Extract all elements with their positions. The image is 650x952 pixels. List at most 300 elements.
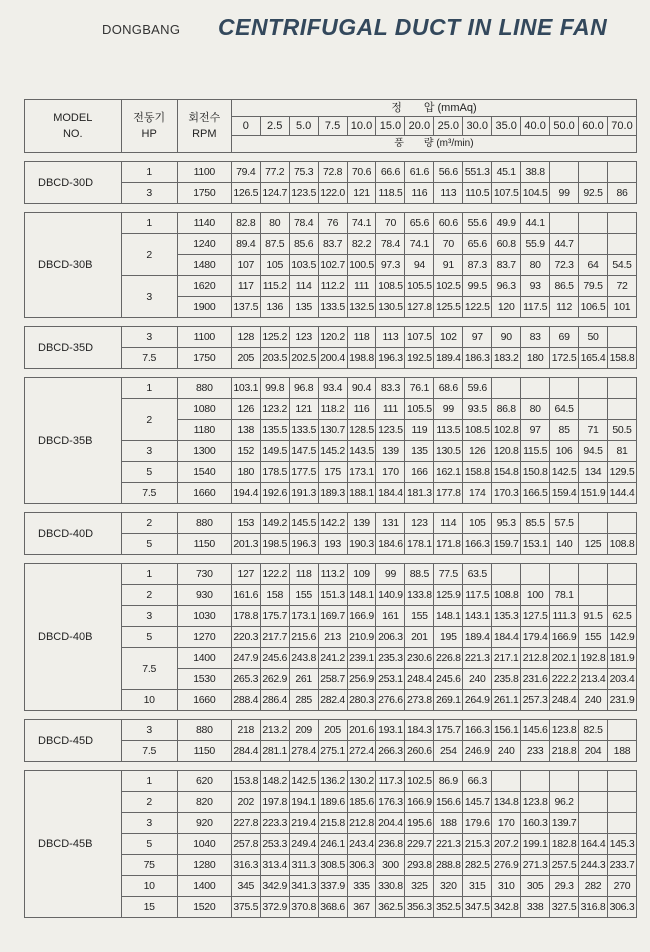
flow-value-cell: 158.8: [463, 462, 492, 483]
flow-value-cell: 105.5: [405, 399, 434, 420]
flow-value-cell: 113: [376, 327, 405, 348]
pressure-col-header: 70.0: [607, 117, 636, 136]
hp-cell: 1: [121, 771, 177, 792]
flow-value-cell: 293.8: [405, 855, 434, 876]
flow-value-cell: 367: [347, 897, 376, 918]
flow-value-cell: [550, 162, 579, 183]
flow-value-cell: 194.4: [231, 483, 260, 504]
flow-value-cell: 370.8: [289, 897, 318, 918]
flow-value-cell: 203.5: [260, 348, 289, 369]
flow-value-cell: 112.2: [318, 276, 347, 297]
flow-value-cell: 288.4: [231, 690, 260, 711]
flow-value-cell: 551.3: [463, 162, 492, 183]
flow-value-cell: 100: [521, 585, 550, 606]
flow-value-cell: 134: [579, 462, 608, 483]
flow-value-cell: 272.4: [347, 741, 376, 762]
flow-value-cell: 128: [231, 327, 260, 348]
flow-value-cell: 282.5: [463, 855, 492, 876]
flow-value-cell: 239.1: [347, 648, 376, 669]
flow-value-cell: 186.3: [463, 348, 492, 369]
flow-value-cell: 117: [231, 276, 260, 297]
hp-cell: 3: [121, 327, 177, 348]
flow-value-cell: 203.4: [607, 669, 636, 690]
flow-value-cell: 87.3: [463, 255, 492, 276]
flow-value-cell: 99: [376, 564, 405, 585]
flow-value-cell: 128.5: [347, 420, 376, 441]
flow-value-cell: 139.7: [550, 813, 579, 834]
flow-value-cell: 246.9: [463, 741, 492, 762]
rpm-cell: 1900: [177, 297, 231, 318]
flow-value-cell: 243.8: [289, 648, 318, 669]
rpm-cell: 1080: [177, 399, 231, 420]
rpm-cell: 1660: [177, 483, 231, 504]
flow-value-cell: 57.5: [550, 513, 579, 534]
flow-value-cell: 143.5: [347, 441, 376, 462]
flow-value-cell: 240: [463, 669, 492, 690]
flow-value-cell: 233.7: [607, 855, 636, 876]
flow-value-cell: 66.6: [376, 162, 405, 183]
flow-value-cell: [492, 378, 521, 399]
flow-value-cell: 198.5: [260, 534, 289, 555]
hp-cell: 3: [121, 606, 177, 627]
model-cell: DBCD-40D: [25, 513, 122, 555]
pressure-col-header: 60.0: [579, 117, 608, 136]
flow-value-cell: 278.4: [289, 741, 318, 762]
flow-value-cell: 153: [231, 513, 260, 534]
flow-value-cell: 161.6: [231, 585, 260, 606]
flow-value-cell: 135: [405, 441, 434, 462]
flow-value-cell: [550, 378, 579, 399]
flow-value-cell: 236.8: [376, 834, 405, 855]
flow-value-cell: 164.4: [579, 834, 608, 855]
hp-cell: 7.5: [121, 741, 177, 762]
rpm-cell: 730: [177, 564, 231, 585]
flow-value-cell: 280.3: [347, 690, 376, 711]
flow-value-cell: 99: [550, 183, 579, 204]
flow-value-cell: 122.0: [318, 183, 347, 204]
flow-value-cell: [550, 771, 579, 792]
flow-value-cell: [579, 771, 608, 792]
flow-value-cell: 217.1: [492, 648, 521, 669]
flow-value-cell: 121: [347, 183, 376, 204]
flow-value-cell: 63.5: [463, 564, 492, 585]
flow-value-cell: 59.6: [463, 378, 492, 399]
flow-value-cell: 71: [579, 420, 608, 441]
flow-value-cell: 155: [579, 627, 608, 648]
flow-value-cell: 85.5: [521, 513, 550, 534]
flow-value-cell: 158: [260, 585, 289, 606]
flow-value-cell: 120: [492, 297, 521, 318]
flow-value-cell: 82.8: [231, 213, 260, 234]
flow-value-cell: [607, 234, 636, 255]
flow-value-cell: 138: [231, 420, 260, 441]
flow-value-cell: 184.4: [492, 627, 521, 648]
hp-cell: 1: [121, 564, 177, 585]
hp-cell: 3: [121, 720, 177, 741]
flow-value-cell: 130.5: [434, 441, 463, 462]
flow-value-cell: 178.8: [231, 606, 260, 627]
flow-value-cell: [579, 513, 608, 534]
flow-value-cell: 78.4: [289, 213, 318, 234]
flow-value-cell: 151.9: [579, 483, 608, 504]
rpm-cell: 1530: [177, 669, 231, 690]
flow-value-cell: 142.5: [550, 462, 579, 483]
flow-value-cell: 82.2: [347, 234, 376, 255]
rpm-cell: 820: [177, 792, 231, 813]
flow-value-cell: 117.3: [376, 771, 405, 792]
flow-value-cell: 156.1: [492, 720, 521, 741]
flow-value-cell: 149.5: [260, 441, 289, 462]
flow-value-cell: 102.5: [405, 771, 434, 792]
flow-value-cell: 140.9: [376, 585, 405, 606]
flow-value-cell: 96.2: [550, 792, 579, 813]
rpm-header: 회전수 RPM: [177, 100, 231, 153]
flow-value-cell: 310: [492, 876, 521, 897]
flow-value-cell: 112: [550, 297, 579, 318]
rpm-cell: 1520: [177, 897, 231, 918]
flow-value-cell: 170.3: [492, 483, 521, 504]
flow-value-cell: 148.1: [347, 585, 376, 606]
hp-cell: 1: [121, 162, 177, 183]
flow-value-cell: 97: [463, 327, 492, 348]
flow-value-cell: [607, 585, 636, 606]
flow-value-cell: 85.6: [289, 234, 318, 255]
flow-value-cell: 70.6: [347, 162, 376, 183]
flow-value-cell: 49.9: [492, 213, 521, 234]
flow-value-cell: 83: [521, 327, 550, 348]
flow-value-cell: [579, 213, 608, 234]
hp-cell: 3: [121, 276, 177, 318]
flow-value-cell: 94.5: [579, 441, 608, 462]
brand-label: DONGBANG: [102, 22, 181, 37]
flow-value-cell: 335: [347, 876, 376, 897]
flow-value-cell: [579, 564, 608, 585]
flow-value-cell: 269.1: [434, 690, 463, 711]
flow-value-cell: [521, 564, 550, 585]
flow-value-cell: 177.5: [289, 462, 318, 483]
flow-value-cell: 342.8: [492, 897, 521, 918]
flow-value-cell: [579, 234, 608, 255]
flow-value-cell: 219.4: [289, 813, 318, 834]
flow-value-cell: 162.1: [434, 462, 463, 483]
flow-value-cell: 213: [318, 627, 347, 648]
flow-value-cell: 78.4: [376, 234, 405, 255]
flow-value-cell: 245.6: [434, 669, 463, 690]
flow-value-cell: 103.1: [231, 378, 260, 399]
pressure-col-header: 10.0: [347, 117, 376, 136]
flow-value-cell: 191.3: [289, 483, 318, 504]
flow-value-cell: 74.1: [405, 234, 434, 255]
flow-value-cell: 218: [231, 720, 260, 741]
hp-cell: 5: [121, 627, 177, 648]
flow-value-cell: 145.5: [289, 513, 318, 534]
table-row: [25, 564, 637, 585]
flow-value-cell: 125.9: [434, 585, 463, 606]
flow-value-cell: 95.3: [492, 513, 521, 534]
flow-value-cell: 66.3: [463, 771, 492, 792]
flow-value-cell: 221.3: [463, 648, 492, 669]
rpm-cell: 880: [177, 378, 231, 399]
flow-value-cell: 362.5: [376, 897, 405, 918]
flow-value-cell: [607, 513, 636, 534]
group-separator: [25, 153, 637, 162]
group-separator: [25, 762, 637, 771]
flow-value-cell: 76: [318, 213, 347, 234]
flow-value-cell: 135.5: [260, 420, 289, 441]
flow-value-cell: 50.5: [607, 420, 636, 441]
flow-value-cell: [607, 720, 636, 741]
flow-value-cell: 209: [289, 720, 318, 741]
pressure-col-header: 50.0: [550, 117, 579, 136]
flow-value-cell: 130.2: [347, 771, 376, 792]
flow-value-cell: 130.7: [318, 420, 347, 441]
flow-value-cell: 276.6: [376, 690, 405, 711]
group-separator: [25, 555, 637, 564]
flow-value-cell: 55.6: [463, 213, 492, 234]
flow-value-cell: [607, 399, 636, 420]
flow-value-cell: 313.4: [260, 855, 289, 876]
flow-value-cell: 83.7: [492, 255, 521, 276]
flow-value-cell: 72: [607, 276, 636, 297]
model-header: MODEL NO.: [25, 100, 122, 153]
flow-value-cell: 170: [376, 462, 405, 483]
flow-value-cell: 106: [550, 441, 579, 462]
flow-value-cell: 338: [521, 897, 550, 918]
flow-value-cell: 60.8: [492, 234, 521, 255]
flow-value-cell: 212.8: [521, 648, 550, 669]
table-row: [25, 378, 637, 399]
flow-value-cell: 85: [550, 420, 579, 441]
flow-value-cell: 195: [434, 627, 463, 648]
flow-value-cell: [579, 792, 608, 813]
flow-value-cell: 240: [579, 690, 608, 711]
hp-cell: 3: [121, 183, 177, 204]
flow-value-cell: 126: [231, 399, 260, 420]
flow-value-cell: 256.9: [347, 669, 376, 690]
flow-value-cell: 175: [318, 462, 347, 483]
flow-value-cell: 93.4: [318, 378, 347, 399]
flow-value-cell: 62.5: [607, 606, 636, 627]
flow-value-cell: 97.3: [376, 255, 405, 276]
flow-value-cell: 60.6: [434, 213, 463, 234]
flow-value-cell: 99.8: [260, 378, 289, 399]
rpm-cell: 1280: [177, 855, 231, 876]
flow-value-cell: 368.6: [318, 897, 347, 918]
flow-value-cell: 55.9: [521, 234, 550, 255]
rpm-cell: 1750: [177, 183, 231, 204]
table-row: [25, 771, 637, 792]
flow-value-cell: 316.8: [579, 897, 608, 918]
flow-value-cell: 241.2: [318, 648, 347, 669]
flow-value-cell: 306.3: [347, 855, 376, 876]
flow-value-cell: 123: [405, 513, 434, 534]
flow-value-cell: 221.3: [434, 834, 463, 855]
flow-value-cell: 215.8: [318, 813, 347, 834]
flow-value-cell: 104.5: [521, 183, 550, 204]
flow-value-cell: 257.5: [550, 855, 579, 876]
flow-value-cell: 79.4: [231, 162, 260, 183]
flow-value-cell: 80: [260, 213, 289, 234]
flow-value-cell: 125: [579, 534, 608, 555]
flow-value-cell: 258.7: [318, 669, 347, 690]
pressure-col-header: 7.5: [318, 117, 347, 136]
flow-value-cell: [492, 771, 521, 792]
flow-value-cell: 204.4: [376, 813, 405, 834]
flow-value-cell: 190.3: [347, 534, 376, 555]
flow-value-cell: 320: [434, 876, 463, 897]
flow-value-cell: 133.5: [289, 420, 318, 441]
hp-cell: 2: [121, 585, 177, 606]
flow-value-cell: 195.6: [405, 813, 434, 834]
flow-value-cell: 156.6: [434, 792, 463, 813]
flow-value-cell: 180: [521, 348, 550, 369]
flow-value-cell: 152: [231, 441, 260, 462]
flow-value-cell: 76.1: [405, 378, 434, 399]
flow-value-cell: 101: [607, 297, 636, 318]
flow-value-cell: 159.4: [550, 483, 579, 504]
flow-value-cell: 139: [376, 441, 405, 462]
flow-value-cell: 181.3: [405, 483, 434, 504]
flow-value-cell: 265.3: [231, 669, 260, 690]
flow-value-cell: 135: [289, 297, 318, 318]
flow-value-cell: 137.5: [231, 297, 260, 318]
flow-value-cell: 204: [579, 741, 608, 762]
hp-cell: 2: [121, 234, 177, 276]
flow-value-cell: 306.3: [607, 897, 636, 918]
flow-value-cell: 123.8: [550, 720, 579, 741]
flow-value-cell: [492, 564, 521, 585]
flow-value-cell: 160.3: [521, 813, 550, 834]
flow-value-cell: 200.4: [318, 348, 347, 369]
rpm-cell: 1180: [177, 420, 231, 441]
flow-value-cell: 75.3: [289, 162, 318, 183]
flow-value-cell: 202: [231, 792, 260, 813]
rpm-cell: 1400: [177, 876, 231, 897]
flow-value-cell: 113.5: [434, 420, 463, 441]
flow-value-cell: 108.8: [607, 534, 636, 555]
flow-value-cell: 107.5: [492, 183, 521, 204]
flow-value-cell: 44.7: [550, 234, 579, 255]
flow-value-cell: 199.1: [521, 834, 550, 855]
flow-value-cell: 341.3: [289, 876, 318, 897]
model-cell: DBCD-45B: [25, 771, 122, 918]
flow-value-cell: 231.9: [607, 690, 636, 711]
flow-value-cell: 215.3: [463, 834, 492, 855]
pressure-col-header: 0: [231, 117, 260, 136]
flow-value-cell: 80: [521, 255, 550, 276]
flow-value-cell: 129.5: [607, 462, 636, 483]
flow-value-cell: 116: [405, 183, 434, 204]
flow-value-cell: 108.5: [463, 420, 492, 441]
flow-value-cell: 118.2: [318, 399, 347, 420]
flow-value-cell: 38.8: [521, 162, 550, 183]
flow-value-cell: 153.8: [231, 771, 260, 792]
hp-cell: 10: [121, 690, 177, 711]
flow-value-cell: 93.5: [463, 399, 492, 420]
flow-value-cell: 114: [434, 513, 463, 534]
flow-value-cell: 188: [607, 741, 636, 762]
table-row: [25, 327, 637, 348]
hp-cell: 5: [121, 834, 177, 855]
flow-value-cell: 166.9: [347, 606, 376, 627]
flow-value-cell: 64.5: [550, 399, 579, 420]
flow-value-cell: 86.5: [550, 276, 579, 297]
flow-value-cell: 201.3: [231, 534, 260, 555]
flow-value-cell: 102.8: [492, 420, 521, 441]
flow-value-cell: 240: [492, 741, 521, 762]
flow-value-cell: 243.4: [347, 834, 376, 855]
rpm-cell: 880: [177, 720, 231, 741]
flow-value-cell: [607, 378, 636, 399]
flow-value-cell: [607, 813, 636, 834]
flow-value-cell: 253.1: [376, 669, 405, 690]
flow-value-cell: 330.8: [376, 876, 405, 897]
flow-value-cell: 276.9: [492, 855, 521, 876]
model-cell: DBCD-40B: [25, 564, 122, 711]
flow-value-cell: 261.1: [492, 690, 521, 711]
flow-value-cell: 99.5: [463, 276, 492, 297]
flow-value-cell: 205: [318, 720, 347, 741]
flow-value-cell: 113.2: [318, 564, 347, 585]
flow-value-cell: 202.1: [550, 648, 579, 669]
flow-value-cell: 175.7: [260, 606, 289, 627]
flow-value-cell: 136: [260, 297, 289, 318]
flow-value-cell: 342.9: [260, 876, 289, 897]
model-cell: DBCD-35B: [25, 378, 122, 504]
flow-value-cell: 70: [376, 213, 405, 234]
flow-value-cell: 154.8: [492, 462, 521, 483]
flow-value-cell: 96.8: [289, 378, 318, 399]
flow-value-cell: 262.9: [260, 669, 289, 690]
flow-value-cell: 184.3: [405, 720, 434, 741]
flow-value-cell: 114: [289, 276, 318, 297]
rpm-cell: 1140: [177, 213, 231, 234]
flow-value-cell: 176.3: [376, 792, 405, 813]
flow-value-cell: 177.8: [434, 483, 463, 504]
flow-value-cell: 206.3: [376, 627, 405, 648]
flow-value-cell: 235.3: [376, 648, 405, 669]
hp-cell: 15: [121, 897, 177, 918]
flow-value-cell: 147.5: [289, 441, 318, 462]
flow-value-cell: [579, 378, 608, 399]
flow-value-cell: 230.6: [405, 648, 434, 669]
flow-value-cell: 275.1: [318, 741, 347, 762]
flow-value-cell: [579, 813, 608, 834]
flow-value-cell: 223.3: [260, 813, 289, 834]
flow-value-cell: 91: [434, 255, 463, 276]
flow-value-cell: 282: [579, 876, 608, 897]
flow-value-cell: 189.4: [463, 627, 492, 648]
flow-value-cell: 97: [521, 420, 550, 441]
flow-value-cell: 117.5: [463, 585, 492, 606]
flow-value-cell: 161: [376, 606, 405, 627]
flow-value-cell: 215.6: [289, 627, 318, 648]
flow-value-cell: 347.5: [463, 897, 492, 918]
flow-value-cell: 155: [405, 606, 434, 627]
flow-value-cell: 102.5: [434, 276, 463, 297]
flow-value-cell: [607, 162, 636, 183]
flow-value-cell: 144.4: [607, 483, 636, 504]
flow-value-cell: [607, 792, 636, 813]
flow-value-cell: 375.5: [231, 897, 260, 918]
flow-value-cell: 192.6: [260, 483, 289, 504]
flow-value-cell: 127.5: [521, 606, 550, 627]
rpm-cell: 1620: [177, 276, 231, 297]
flow-value-cell: [607, 327, 636, 348]
flow-value-cell: 260.6: [405, 741, 434, 762]
flow-value-cell: 54.5: [607, 255, 636, 276]
flow-value-cell: 78.1: [550, 585, 579, 606]
